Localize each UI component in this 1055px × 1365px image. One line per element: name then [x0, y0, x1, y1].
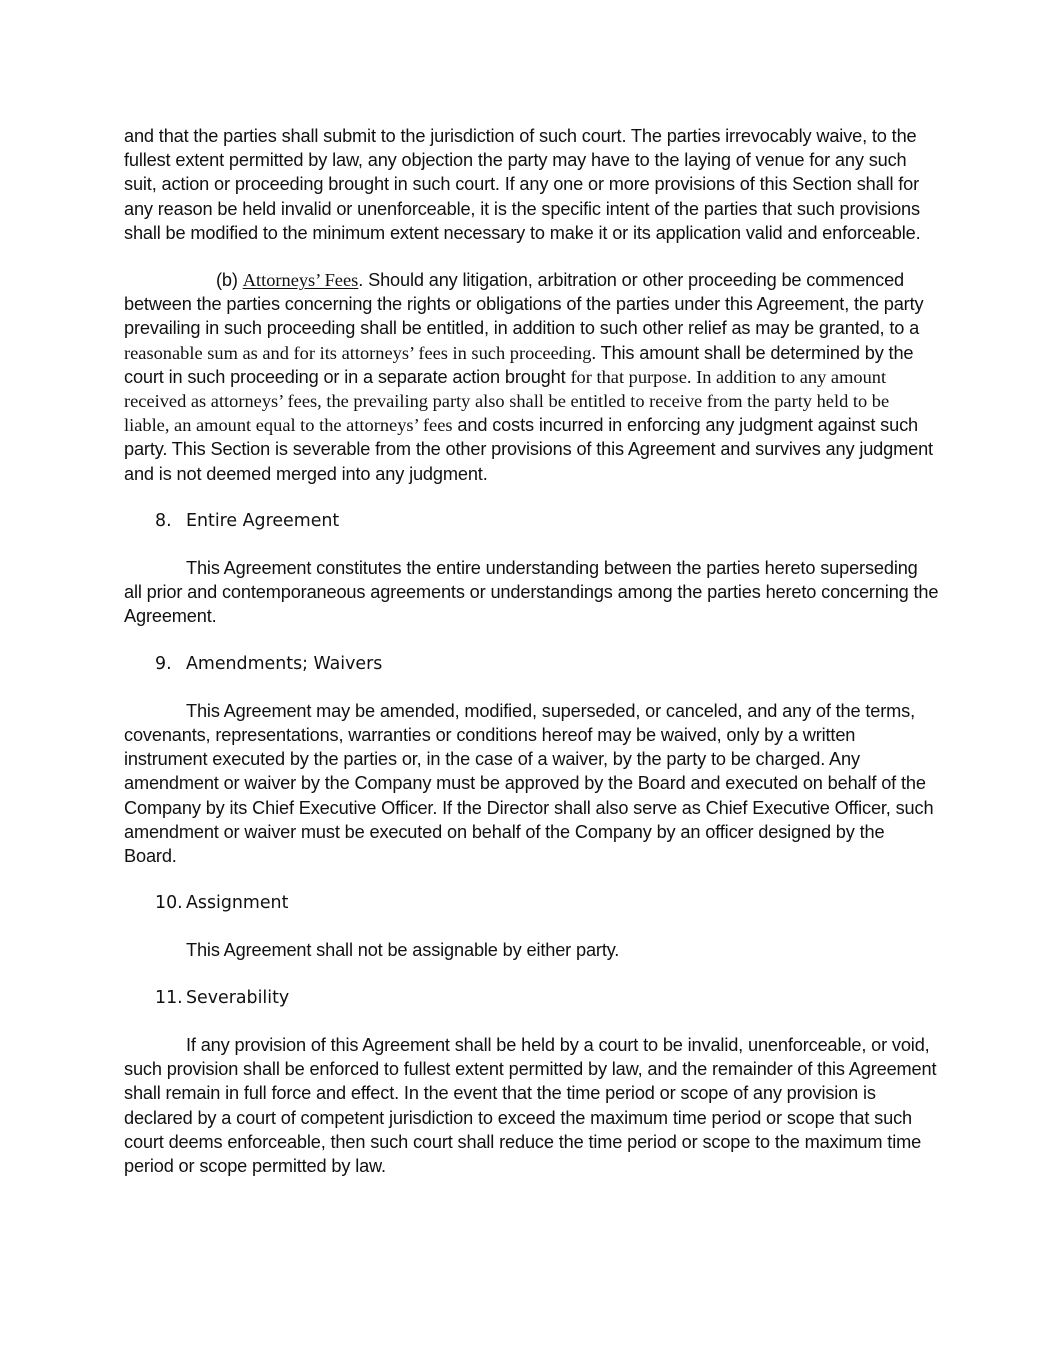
- section-number: 10.: [155, 893, 183, 914]
- entire-agreement-paragraph: This Agreement constitutes the entire understanding between the parties hereto superseding all prior and contemporaneous agreements or understandings among the parties hereto concerning the Agreement.: [124, 558, 939, 627]
- section-title: Entire Agreement: [186, 510, 340, 531]
- section-heading-amendments-waivers: [155, 652, 939, 676]
- subsection-label: (b): [216, 270, 238, 291]
- document-page: [124, 124, 939, 1201]
- assignment-paragraph: This Agreement shall not be assignable by either party.: [186, 940, 620, 961]
- amendments-waivers-paragraph: This Agreement may be amended, modified, superseded, or canceled, and any of the terms, covenants, representations, warranties or conditions hereof may be waived, only by a written instrument executed by the parties or, in the case of a waiver, by the party to be charged. Any amendment or waiver by the Company must be approved by the Board and executed on behalf of the Company by its Chief Executive Officer. If the Director shall also serve as Chief Executive Officer, such amendment or waiver must be executed on behalf of the Company by an officer designed by the Board.: [124, 700, 934, 867]
- severability-paragraph: If any provision of this Agreement shall be held by a court to be invalid, unenforceable, or void, such provision shall be enforced to fullest extent permitted by law, and the remainder of this Agreement shall remain in full force and effect. In the event that the time period or scope of any provision is declared by a court of competent jurisdiction to exceed the maximum time period or scope that such court deems enforceable, then such court shall reduce the time period or scope to the maximum time period or scope permitted by law.: [124, 1034, 937, 1176]
- section-title: Assignment: [186, 893, 289, 914]
- attorneys-fees-text-3: This amount shall be determined by the court in such proceeding or in a separate action brought: [124, 342, 914, 387]
- section-number: 8.: [155, 510, 172, 531]
- section-heading-severability: [155, 986, 939, 1010]
- attorneys-fees-title: Attorneys’ Fees: [242, 270, 359, 291]
- section-title: Amendments; Waivers: [186, 653, 383, 674]
- section-heading-entire-agreement: [155, 509, 939, 533]
- jurisdiction-paragraph: and that the parties shall submit to the jurisdiction of such court. The parties irrevocably waive, to the fullest extent permitted by law, any objection the party may have to the laying of venue for any such suit, action or proceeding brought in such court. If any one or more provisions of this Section shall for any reason be held invalid or unenforceable, it is the specific intent of the parties that such provisions shall be modified to the minimum extent necessary to make it or its application valid and enforceable.: [124, 126, 921, 243]
- section-title: Severability: [186, 987, 290, 1008]
- attorneys-fees-text-5: and costs incurred in enforcing any judgment against such party. This Section is severable from the other provisions of this Agreement and survives any judgment and is not deemed merged into any judgment.: [124, 415, 933, 484]
- section-number: 11.: [155, 987, 183, 1008]
- attorneys-fees-paragraph: [124, 268, 939, 486]
- section-heading-assignment: [155, 891, 939, 915]
- section-number: 9.: [155, 653, 172, 674]
- attorneys-fees-text-1: . Should any litigation, arbitration or other proceeding be commenced between the parties concerning the rights or obligations of the parties under this Agreement, the party prevailing in such proceeding shall be entitled, in addition to such other relief as may be granted, to a: [124, 270, 924, 339]
- attorneys-fees-text-4: for that purpose. In addition to any amount received as attorneys’ fees, the prevailing party also shall be entitled to receive from the party held to be liable, an amount equal to the attorneys’ fees: [124, 366, 890, 436]
- attorneys-fees-text-2: reasonable sum as and for its attorneys’ fees in such proceeding.: [124, 342, 597, 363]
